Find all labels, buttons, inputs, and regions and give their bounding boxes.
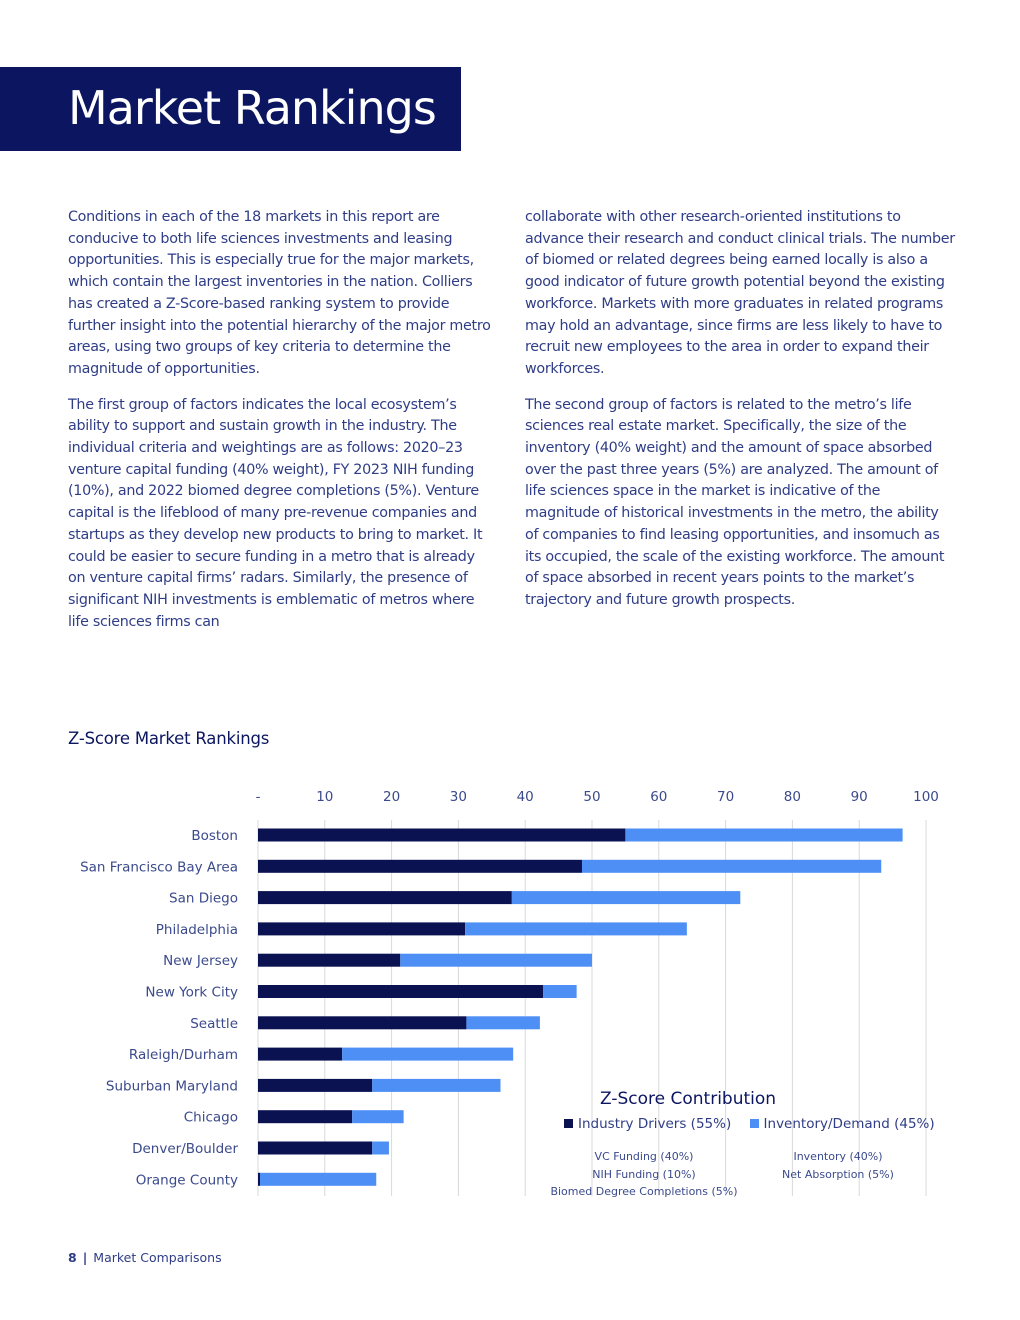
category-label: Orange County <box>135 1172 238 1189</box>
bar-inventory-demand <box>512 891 740 904</box>
text-column-left <box>68 207 493 647</box>
category-label: Boston <box>191 828 238 844</box>
paragraph: The first group of factors indicates the local ecosystem’s ability to support and sustain growth in the industry. The individual criteria and weightings are as follows: 2020–23 venture capital funding (40% weight), FY 2023 NIH funding (10%), and 2022 biomed degree completions (5%). Venture capital is the lifeblood of many pre-revenue companies and startups as they develop new products to bring to market. It could be easier to secure funding in a metro that is already on venture capital firms’ radars. Similarly, the presence of significant NIH investments is emblematic of metros where life sciences firms can <box>68 396 483 630</box>
category-label: San Francisco Bay Area <box>80 859 238 876</box>
bar-inventory-demand <box>466 1016 539 1029</box>
category-label: Suburban Maryland <box>105 1078 238 1095</box>
x-tick-label: 40 <box>516 789 534 805</box>
legend-note: Net Absorption (5%) <box>782 1167 894 1181</box>
inventory-demand-notes <box>758 1148 918 1183</box>
bar-industry-drivers <box>258 1110 352 1123</box>
chart-legend <box>564 1116 949 1132</box>
bar-industry-drivers <box>258 1016 466 1029</box>
page-title: Market Rankings <box>68 81 436 135</box>
x-tick-label: 10 <box>316 789 334 805</box>
chart-title: Z-Score Market Rankings <box>68 729 270 748</box>
legend-label: Inventory/Demand (45%) <box>763 1116 935 1132</box>
industry-drivers-notes <box>530 1148 758 1201</box>
bar-industry-drivers <box>258 954 400 967</box>
x-tick-label: 30 <box>449 789 467 805</box>
category-label: Chicago <box>183 1109 238 1126</box>
bar-industry-drivers <box>258 1173 260 1186</box>
bar-inventory-demand <box>465 922 687 935</box>
x-tick-label: 60 <box>650 789 668 805</box>
bar-industry-drivers <box>258 922 465 935</box>
bar-inventory-demand <box>352 1110 403 1123</box>
category-label: Seattle <box>190 1015 238 1032</box>
x-tick-label: 70 <box>717 789 735 805</box>
legend-label: Industry Drivers (55%) <box>578 1116 732 1132</box>
bar-industry-drivers <box>258 860 582 873</box>
bar-industry-drivers <box>258 1142 372 1155</box>
bar-industry-drivers <box>258 1079 372 1092</box>
bar-inventory-demand <box>582 860 881 873</box>
text-column-right <box>525 207 955 626</box>
x-tick-label: 80 <box>783 789 801 805</box>
x-tick-label: 100 <box>913 789 939 805</box>
bar-industry-drivers <box>258 1048 342 1061</box>
paragraph: Conditions in each of the 18 markets in this report are conducive to both life sciences investments and leasing opportunities. This is especially true for the major markets, which contain the largest inventories in the nation. Colliers has created a Z-Score-based ranking system to provide further insight into the potential hierarchy of the major metro areas, using two groups of key criteria to determine the magnitude of opportunities. <box>68 209 491 377</box>
page-number: 8 <box>68 1250 77 1265</box>
legend-swatch-inventory-demand <box>750 1119 759 1128</box>
category-label: San Diego <box>169 890 238 907</box>
bar-inventory-demand <box>342 1048 513 1061</box>
x-tick-label: 90 <box>850 789 868 805</box>
page-footer <box>68 1250 222 1265</box>
legend-note: VC Funding (40%) <box>594 1150 694 1163</box>
title-banner <box>0 67 461 151</box>
legend-note: NIH Funding (10%) <box>592 1167 696 1181</box>
legend-title: Z-Score Contribution <box>600 1089 777 1109</box>
category-label: Philadelphia <box>155 921 238 938</box>
footer-separator: | <box>82 1250 88 1265</box>
bar-inventory-demand <box>543 985 576 998</box>
bar-inventory-demand <box>260 1173 376 1186</box>
bar-inventory-demand <box>372 1142 389 1155</box>
legend-item-industry-drivers <box>564 1116 731 1132</box>
legend-note: Inventory (40%) <box>793 1150 883 1163</box>
category-label: Raleigh/Durham <box>128 1047 238 1064</box>
legend-note: Biomed Degree Completions (5%) <box>550 1185 738 1198</box>
category-label: Denver/Boulder <box>132 1141 238 1157</box>
bar-industry-drivers <box>258 985 543 998</box>
category-label: New York City <box>145 984 238 1001</box>
footer-section: Market Comparisons <box>93 1250 222 1265</box>
bar-inventory-demand <box>372 1079 500 1092</box>
bar-industry-drivers <box>258 891 512 904</box>
x-tick-label: 50 <box>583 789 601 805</box>
category-label: New Jersey <box>163 953 238 970</box>
legend-item-inventory-demand <box>750 1116 935 1132</box>
x-tick-label: - <box>255 789 261 805</box>
bar-industry-drivers <box>258 829 625 842</box>
z-score-bar-chart <box>0 770 1020 1210</box>
paragraph: collaborate with other research-oriented institutions to advance their research and conduct clinical trials. The number of biomed or related degrees being earned locally is also a good indicator of future growth potential beyond the existing workforce. Markets with more graduates in related programs may hold an advantage, since firms are less likely to have to recruit new employees to the area in order to expand their workforces. <box>525 209 955 377</box>
bar-inventory-demand <box>625 829 902 842</box>
x-tick-label: 20 <box>383 789 401 805</box>
paragraph: The second group of factors is related to the metro’s life sciences real estate market. Specifically, the size of the inventory (40% weight) and the amount of space absorbed over the past three years (5%) are analyzed. The amount of life sciences space in the market is indicative of the magnitude of historical investments in the metro, the ability of companies to find leasing opportunities, and insomuch as its occupied, the scale of the existing workforce. The amount of space absorbed in recent years points to the market’s trajectory and future growth prospects. <box>525 396 945 608</box>
legend-swatch-industry-drivers <box>564 1119 573 1128</box>
bar-inventory-demand <box>400 954 592 967</box>
